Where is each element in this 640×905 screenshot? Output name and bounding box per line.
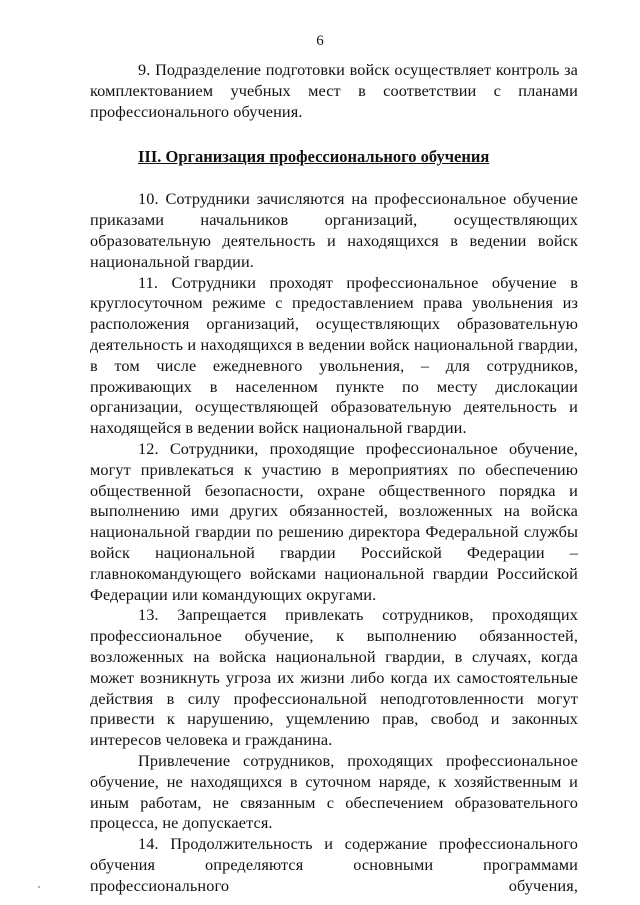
- section-heading: III. Организация профессионального обучения: [138, 147, 490, 167]
- document-body: [90, 60, 578, 895]
- paragraph-9: 9. Подразделение подготовки войск осуществляет контроль за комплектованием учебных мест в соответствии с планами профессионального обучения.: [90, 60, 578, 121]
- paragraph-13: 13. Запрещается привлекать сотрудников, проходящих профессиональное обучение, к выполнению обязанностей, возложенных на войска национальной гвардии, в случаях, когда может возникнуть угроза их жизни либо когда их самостоятельные действия в силу профессиональной неподготовленности могут привести к нарушению, ущемлению прав, свобод и законных интересов человека и гражданина.: [90, 605, 578, 750]
- paragraph-12: 12. Сотрудники, проходящие профессиональное обучение, могут привлекаться к участию в мероприятиях по обеспечению общественной безопасности, охране общественного порядка и выполнению ими других обязанностей, возложенных на войска национальной гвардии по решению директора Федеральной службы войск национальной гвардии Российской Федерации – главнокомандующего войсками национальной гвардии Российской Федерации или командующих округами.: [90, 438, 578, 604]
- paragraph-13-continued: Привлечение сотрудников, проходящих профессиональное обучение, не находящихся в суточном наряде, к хозяйственным и иным работам, не связанным с обеспечением образовательного процесса, не допускается.: [90, 750, 578, 833]
- page-number: 6: [316, 33, 324, 49]
- paragraph-14: 14. Продолжительность и содержание профессионального обучения определяются основными программами профессионального обучения,: [90, 834, 578, 895]
- paragraph-11: 11. Сотрудники проходят профессиональное обучение в круглосуточном режиме с предоставлением права увольнения из расположения организаций, осуществляющих образовательную деятельность и находящихся в ведении войск национальной гвардии, в том числе ежедневного увольнения, – для сотрудников, проживающих в населенном пункте по месту дислокации организации, осуществляющей образовательную деятельность и находящейся в ведении войск национальной гвардии.: [90, 272, 578, 438]
- scan-speck: [38, 886, 40, 888]
- paragraph-10: 10. Сотрудники зачисляются на профессиональное обучение приказами начальников организаций, осуществляющих образовательную деятельность и находящихся в ведении войск национальной гвардии.: [90, 189, 578, 271]
